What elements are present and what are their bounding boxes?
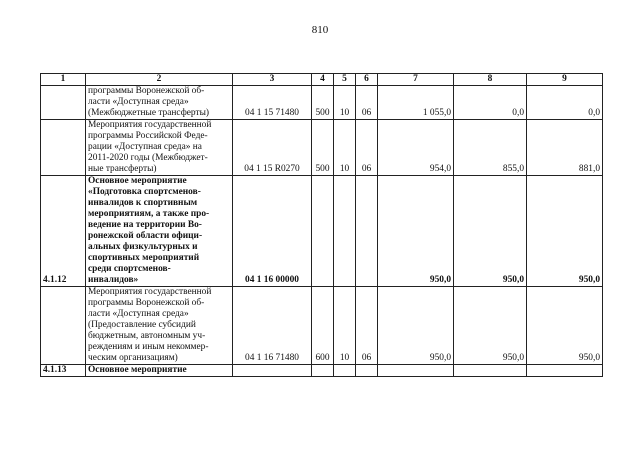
measure-name-line: бюджетным, автономным уч- xyxy=(88,331,206,341)
measure-name-line: ные трансферты) xyxy=(88,164,157,174)
header-cell: 8 xyxy=(454,74,527,86)
section-cell xyxy=(334,365,356,377)
measure-name-line: среди спортсменов- xyxy=(88,264,171,274)
subsection-cell xyxy=(356,176,378,287)
budget-code-cell: 04 1 15 R0270 xyxy=(233,120,312,176)
measure-name-line: инвалидов» xyxy=(88,275,139,285)
sub-measure-row xyxy=(41,120,603,176)
sub-measure-row xyxy=(41,86,603,120)
measure-name-cell xyxy=(86,86,233,120)
measure-name-line: ведение на территории Во- xyxy=(88,220,202,230)
subsection-cell: 06 xyxy=(356,287,378,365)
measure-name-line: (Межбюджетные трансферты) xyxy=(88,108,210,118)
page-number: 810 xyxy=(311,24,329,36)
amount-col9-cell: 0,0 xyxy=(527,86,603,120)
measure-name-line: альных физкультурных и xyxy=(88,242,198,252)
amount-col8-cell: 950,0 xyxy=(454,176,527,287)
budget-code-cell: 04 1 16 00000 xyxy=(233,176,312,287)
item-number-cell xyxy=(41,86,86,120)
amount-col7-cell xyxy=(378,365,454,377)
amount-col9-cell: 950,0 xyxy=(527,176,603,287)
measure-name-cell xyxy=(86,365,233,377)
section-cell: 10 xyxy=(334,120,356,176)
item-number-cell: 4.1.13 xyxy=(41,365,86,377)
measure-name-line: ческим организациям) xyxy=(88,353,178,363)
measure-name-line: рации «Доступная среда» на xyxy=(88,142,202,152)
expense-type-cell: 500 xyxy=(312,86,334,120)
header-cell: 6 xyxy=(356,74,378,86)
budget-table xyxy=(40,73,603,377)
expense-type-cell xyxy=(312,176,334,287)
table-body xyxy=(41,86,603,377)
measure-name-line: инвалидов к спортивным xyxy=(88,198,198,208)
measure-name-line: спортивных мероприятий xyxy=(88,253,200,263)
measure-name-line: программы Воронежской об- xyxy=(88,298,205,308)
amount-col9-cell: 950,0 xyxy=(527,287,603,365)
header-cell: 7 xyxy=(378,74,454,86)
header-cell: 5 xyxy=(334,74,356,86)
sub-measure-row xyxy=(41,287,603,365)
header-cell: 9 xyxy=(527,74,603,86)
budget-code-cell: 04 1 15 71480 xyxy=(233,86,312,120)
measure-name-line: (Предоставление субсидий xyxy=(88,320,196,330)
amount-col8-cell: 0,0 xyxy=(454,86,527,120)
subsection-cell xyxy=(356,365,378,377)
expense-type-cell: 500 xyxy=(312,120,334,176)
measure-name-line: Основное мероприятие xyxy=(88,176,187,186)
item-number-cell xyxy=(41,287,86,365)
measure-name-line: мероприятиям, а также про- xyxy=(88,209,210,219)
main-measure-row xyxy=(41,176,603,287)
header-cell: 1 xyxy=(41,74,86,86)
measure-name-line: реждениям и иным некоммер- xyxy=(88,342,209,352)
amount-col8-cell: 950,0 xyxy=(454,287,527,365)
amount-col9-cell: 881,0 xyxy=(527,120,603,176)
measure-name-cell xyxy=(86,176,233,287)
budget-code-cell: 04 1 16 71480 xyxy=(233,287,312,365)
measure-name-line: ронежской области офици- xyxy=(88,231,203,241)
header-cell: 4 xyxy=(312,74,334,86)
header-row xyxy=(41,74,603,86)
amount-col7-cell: 954,0 xyxy=(378,120,454,176)
measure-name-line: программы Воронежской об- xyxy=(88,86,205,96)
measure-name-cell xyxy=(86,287,233,365)
measure-name-cell xyxy=(86,120,233,176)
measure-name-line: ласти «Доступная среда» xyxy=(88,309,189,319)
amount-col7-cell: 1 055,0 xyxy=(378,86,454,120)
budget-code-cell xyxy=(233,365,312,377)
measure-name-line: Основное мероприятие xyxy=(88,365,187,375)
main-measure-row xyxy=(41,365,603,377)
measure-name-line: «Подготовка спортсменов- xyxy=(88,187,201,197)
header-cell: 2 xyxy=(86,74,233,86)
measure-name-line: ласти «Доступная среда» xyxy=(88,97,189,107)
amount-col8-cell: 855,0 xyxy=(454,120,527,176)
subsection-cell: 06 xyxy=(356,86,378,120)
section-cell xyxy=(334,176,356,287)
amount-col7-cell: 950,0 xyxy=(378,176,454,287)
measure-name-line: Мероприятия государственной xyxy=(88,287,212,297)
item-number-cell: 4.1.12 xyxy=(41,176,86,287)
expense-type-cell xyxy=(312,365,334,377)
measure-name-line: программы Российской Феде- xyxy=(88,131,208,141)
amount-col8-cell xyxy=(454,365,527,377)
amount-col7-cell: 950,0 xyxy=(378,287,454,365)
subsection-cell: 06 xyxy=(356,120,378,176)
expense-type-cell: 600 xyxy=(312,287,334,365)
item-number-cell xyxy=(41,120,86,176)
measure-name-line: Мероприятия государственной xyxy=(88,120,212,130)
amount-col9-cell xyxy=(527,365,603,377)
section-cell: 10 xyxy=(334,287,356,365)
section-cell: 10 xyxy=(334,86,356,120)
measure-name-line: 2011-2020 годы (Межбюджет- xyxy=(88,153,208,163)
header-cell: 3 xyxy=(233,74,312,86)
